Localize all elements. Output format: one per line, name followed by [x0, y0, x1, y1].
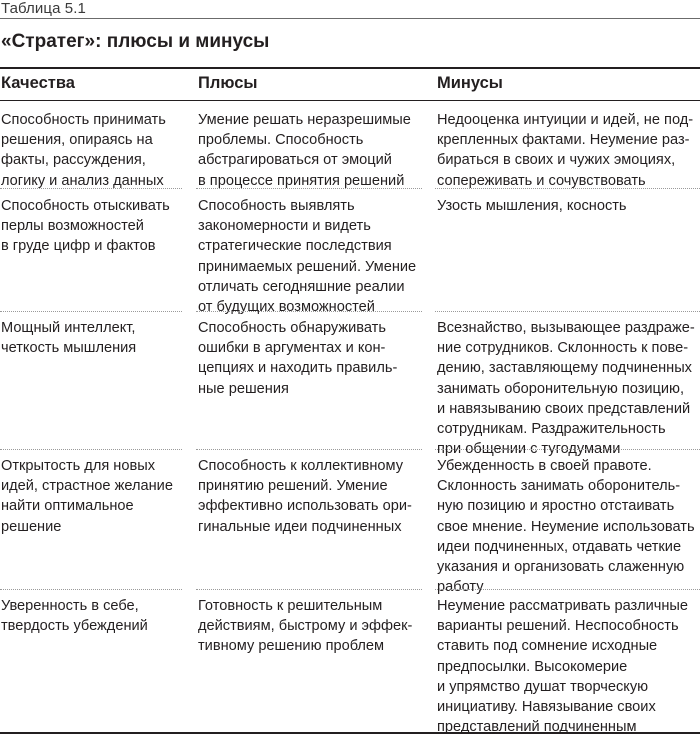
row-separator — [0, 449, 182, 450]
cell-line: эффективно использовать ори- — [198, 498, 412, 515]
row-separator — [435, 589, 700, 590]
cell-line: в груде цифр и фактов — [1, 238, 156, 255]
table-label: Таблица 5.1 — [1, 0, 86, 17]
cell-qualities — [1, 110, 179, 191]
cell-line: найти оптимальное — [1, 498, 134, 515]
row-separator — [435, 188, 700, 189]
cell-line: цепциях и находить правиль- — [198, 360, 398, 377]
cell-line: действиям, быстрому и эффек- — [198, 618, 413, 635]
cell-qualities — [1, 456, 179, 537]
cell-line: Недооценка интуиции и идей, не под- — [437, 112, 694, 128]
row-separator — [435, 311, 700, 312]
row-separator — [435, 449, 700, 450]
cell-cons — [437, 596, 699, 737]
cell-line: Способность выявлять — [198, 198, 355, 214]
cell-line: инициативу. Навязывание своих — [437, 699, 656, 716]
cell-line: при общении с тугодумами — [437, 441, 621, 458]
cell-line: проблемы. Способность — [198, 132, 364, 149]
cell-line: ставить под сомнение исходные — [437, 638, 658, 655]
cell-line: Склонность занимать оборонитель- — [437, 478, 681, 495]
table-title: «Стратег»: плюсы и минусы — [1, 31, 270, 52]
top-rule — [0, 18, 700, 19]
cell-line: работу — [437, 579, 484, 596]
cell-line: сотрудникам. Раздражительность — [437, 421, 666, 438]
row-separator — [0, 188, 182, 189]
row-separator — [0, 589, 182, 590]
cell-pros — [198, 456, 420, 537]
cell-line: представлений подчиненным — [437, 719, 637, 736]
cell-line: и упрямство душат творческую — [437, 678, 649, 695]
row-separator — [0, 311, 182, 312]
cell-line: Готовность к решительным — [198, 598, 383, 614]
cell-line: ную позицию и яростно отстаивать — [437, 498, 675, 515]
cell-cons — [437, 196, 699, 216]
cell-line: закономерности и видеть — [198, 218, 371, 235]
cell-line: логику и анализ данных — [1, 172, 164, 189]
cell-line: твердость убеждений — [1, 618, 148, 635]
cell-line: и навязыванию своих представлений — [437, 400, 691, 417]
cell-line: свое мнение. Неумение использовать — [437, 518, 695, 535]
cell-qualities — [1, 196, 179, 257]
header-bottom-rule — [0, 100, 700, 101]
cell-qualities — [1, 596, 179, 636]
cell-line: тивному решению проблем — [198, 638, 385, 655]
cell-line: ние сотрудников. Склонность к пове- — [437, 340, 689, 357]
cell-line: ные решения — [198, 380, 289, 397]
cell-line: Всезнайство, вызывающее раздраже- — [437, 320, 695, 336]
column-header-cons: Минусы — [437, 74, 503, 92]
cell-line: Способность отыскивать — [1, 198, 170, 214]
cell-line: принимаемых решений. Умение — [198, 258, 417, 275]
cell-line: дению, заставляющему подчиненных — [437, 360, 692, 377]
cell-cons — [437, 456, 699, 597]
table-bottom-rule — [0, 732, 700, 734]
cell-qualities — [1, 318, 179, 358]
cell-pros — [198, 318, 420, 399]
column-header-pros: Плюсы — [198, 74, 258, 92]
cell-line: абстрагироваться от эмоций — [198, 152, 392, 169]
cell-line: бираться в своих и чужих эмоциях, — [437, 152, 676, 169]
column-header-qualities: Качества — [1, 74, 75, 92]
cell-line: занимать оборонительную позицию, — [437, 380, 685, 397]
cell-line: в процессе принятия решений — [198, 172, 405, 189]
row-separator — [196, 188, 422, 189]
cell-pros — [198, 596, 420, 657]
cell-line: принятию решений. Умение — [198, 478, 388, 495]
cell-line: ошибки в аргументах и кон- — [198, 340, 386, 357]
cell-line: факты, рассуждения, — [1, 152, 146, 169]
row-separator — [196, 311, 422, 312]
cell-cons — [437, 110, 699, 191]
cell-line: четкость мышления — [1, 340, 137, 357]
cell-cons — [437, 318, 699, 459]
cell-line: стратегические последствия — [198, 238, 392, 255]
cell-line: варианты решений. Неспособность — [437, 618, 679, 635]
cell-line: крепленных фактами. Неумение раз- — [437, 132, 690, 149]
cell-line: Мощный интеллект, — [1, 320, 136, 336]
cell-line: Способность обнаруживать — [198, 320, 386, 336]
cell-line: перлы возможностей — [1, 218, 144, 235]
cell-line: Узость мышления, косность — [437, 198, 627, 214]
cell-line: Неумение рассматривать различные — [437, 598, 689, 614]
header-top-rule — [0, 67, 700, 69]
cell-line: решения, опираясь на — [1, 132, 153, 149]
cell-pros — [198, 196, 420, 317]
cell-line: указания и организовать слаженную — [437, 559, 685, 576]
cell-line: Открытость для новых — [1, 458, 156, 474]
cell-line: идей, страстное желание — [1, 478, 173, 495]
cell-line: отличать сегодняшние реалии — [198, 278, 405, 295]
cell-line: сопереживать и сочувствовать — [437, 172, 646, 189]
row-separator — [196, 589, 422, 590]
cell-line: решение — [1, 518, 62, 535]
cell-line: гинальные идеи подчиненных — [198, 518, 402, 535]
cell-line: Умение решать неразрешимые — [198, 112, 411, 128]
cell-line: Уверенность в себе, — [1, 598, 139, 614]
cell-line: от будущих возможностей — [198, 299, 375, 316]
cell-line: Убежденность в своей правоте. — [437, 458, 652, 474]
cell-line: идеи подчиненных, отдавать четкие — [437, 538, 682, 555]
cell-pros — [198, 110, 420, 191]
cell-line: Способность к коллективному — [198, 458, 404, 474]
cell-line: предпосылки. Высокомерие — [437, 658, 628, 675]
cell-line: Способность принимать — [1, 112, 166, 128]
row-separator — [196, 449, 422, 450]
